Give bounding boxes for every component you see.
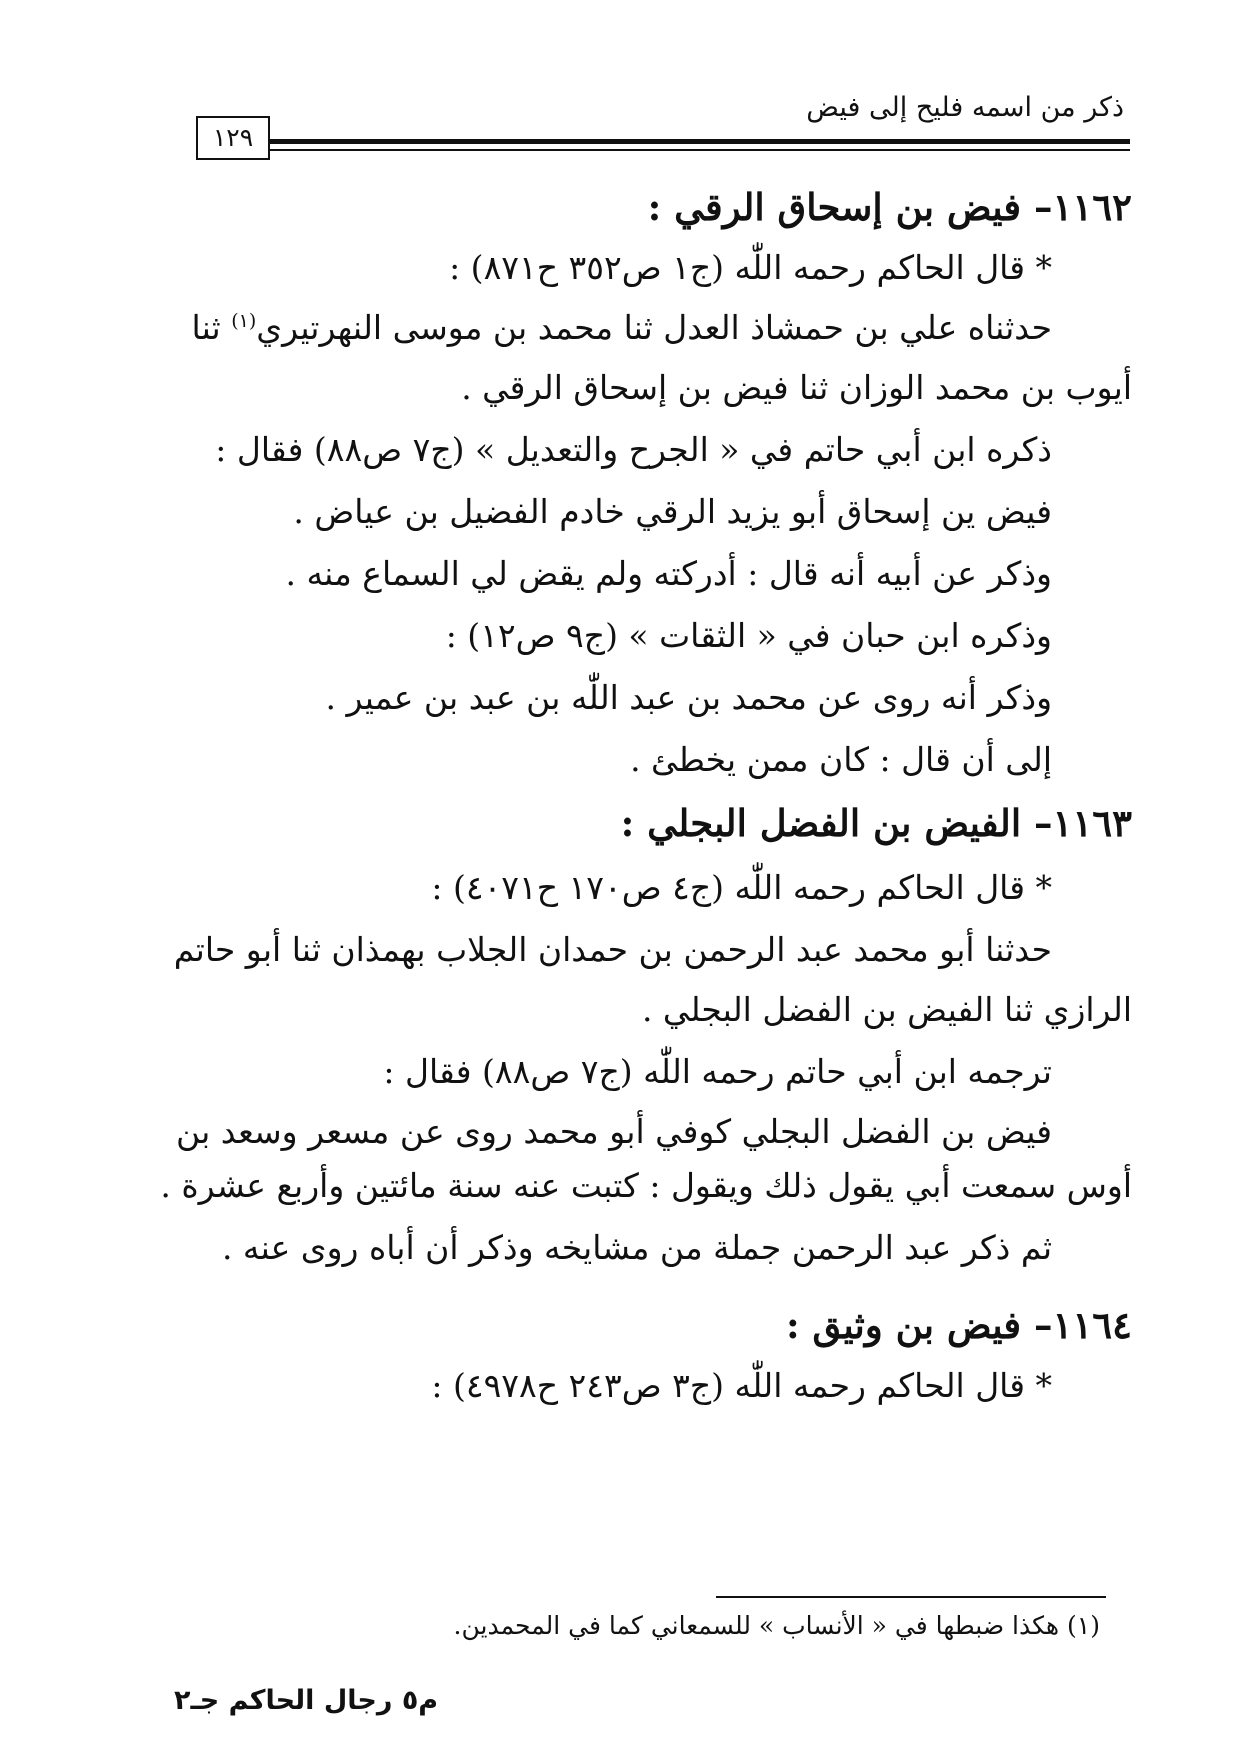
paragraph-line: * قال الحاكم رحمه اللّٰه (ج٤ ص١٧٠ ح٤٠٧١) : <box>431 868 1052 907</box>
paragraph-line: ثم ذكر عبد الرحمن جملة من مشايخه وذكر أن أباه روى عنه . <box>221 1228 1052 1267</box>
entry-title: فيض بن وثيق : <box>785 1303 1022 1347</box>
line-text: حدثناه علي بن حمشاذ العدل ثنا محمد بن موسى النهرتيري <box>256 308 1052 347</box>
entry-number: ١١٦٣– <box>1034 801 1132 845</box>
paragraph-line: وذكر عن أبيه أنه قال : أدركته ولم يقض لي السماع منه . <box>285 554 1052 593</box>
paragraph-line <box>192 306 1052 350</box>
paragraph-line: الرازي ثنا الفيض بن الفضل البجلي . <box>641 990 1132 1029</box>
paragraph-line: وذكر أنه روى عن محمد بن عبد اللّٰه بن عبد بن عمير . <box>325 678 1052 717</box>
paragraph-line: فيض بن الفضل البجلي كوفي أبو محمد روى عن مسعر وسعد بن <box>176 1112 1052 1151</box>
paragraph-line: إلى أن قال : كان ممن يخطئ . <box>630 740 1052 779</box>
footnote-rule <box>716 1596 1106 1598</box>
page-number: ١٢٩ <box>196 116 270 160</box>
entry-number: ١١٦٤– <box>1034 1303 1132 1347</box>
footnote-marker: (١) <box>231 310 257 332</box>
header-rule-thick <box>270 139 1130 144</box>
printer-signature: م٥ رجال الحاكم جـ٢ <box>174 1685 439 1716</box>
paragraph-line: ذكره ابن أبي حاتم في « الجرح والتعديل » (ج٧ ص٨٨) فقال : <box>215 430 1052 469</box>
entry-number: ١١٦٢– <box>1034 185 1132 229</box>
paragraph-line: حدثنا أبو محمد عبد الرحمن بن حمدان الجلاب بهمذان ثنا أبو حاتم <box>173 930 1052 969</box>
paragraph-line: * قال الحاكم رحمه اللّٰه (ج٣ ص٢٤٣ ح٤٩٧٨) : <box>431 1366 1052 1405</box>
line-continuation: ثنا <box>191 308 221 347</box>
paragraph-line: أوس سمعت أبي يقول ذلك ويقول : كتبت عنه سنة مائتين وأربع عشرة . <box>160 1166 1132 1205</box>
entry-heading <box>786 1302 1132 1348</box>
footnote: (١) هكذا ضبطها في « الأنساب » للسمعاني كما في المحمدين. <box>453 1611 1100 1640</box>
paragraph-line: فيض ين إسحاق أبو يزيد الرقي خادم الفضيل بن عياض . <box>293 492 1052 531</box>
entry-title: فيض بن إسحاق الرقي : <box>647 185 1022 229</box>
entry-heading <box>621 800 1132 846</box>
entry-heading <box>648 184 1132 230</box>
running-title: ذكر من اسمه فليح إلى فيض <box>806 92 1124 123</box>
paragraph-line: * قال الحاكم رحمه اللّٰه (ج١ ص٣٥٢ ح٨٧١) : <box>449 248 1052 287</box>
paragraph-line: وذكره ابن حبان في « الثقات » (ج٩ ص١٢) : <box>445 616 1052 655</box>
paragraph-line: ترجمه ابن أبي حاتم رحمه اللّٰه (ج٧ ص٨٨) فقال : <box>383 1052 1052 1091</box>
header-rule-thin <box>270 149 1130 151</box>
entry-title: الفيض بن الفضل البجلي : <box>620 801 1022 845</box>
paragraph-line: أيوب بن محمد الوزان ثنا فيض بن إسحاق الرقي . <box>461 368 1132 407</box>
